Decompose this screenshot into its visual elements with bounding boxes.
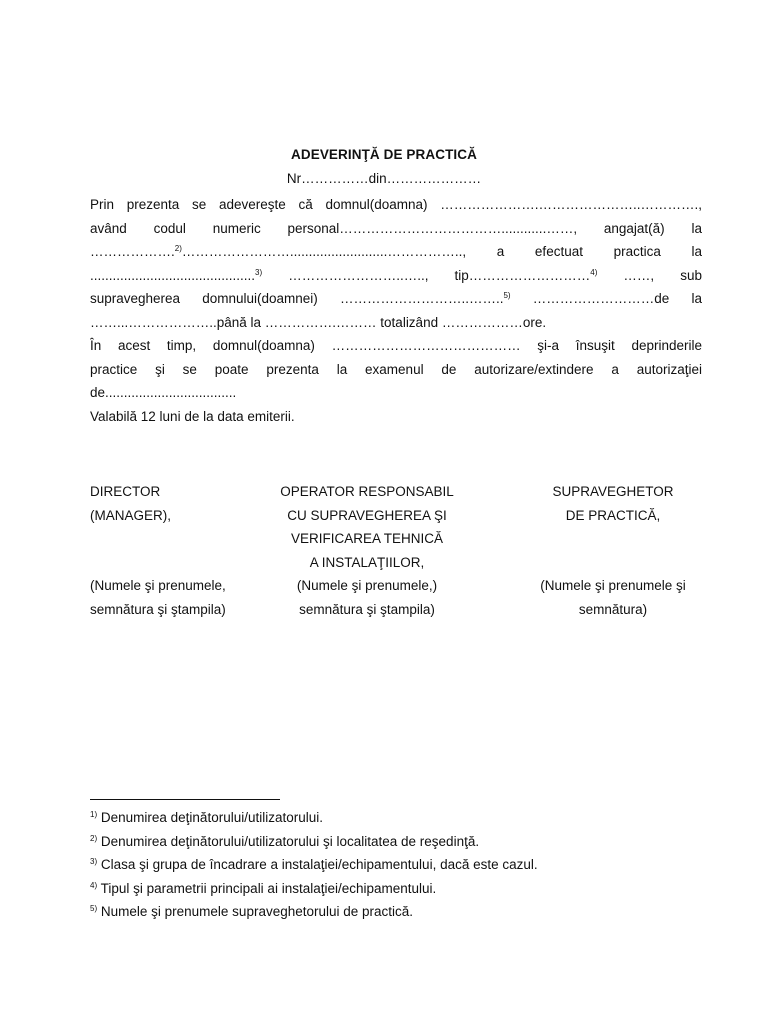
document-body [90,193,702,428]
signature-line: semnătura) [578,601,648,617]
signature-line: (Numele şi prenumele, [90,578,226,593]
signature-line: (MANAGER), [90,507,171,523]
signature-spacer [90,527,260,551]
footnote-separator [90,799,280,800]
signature-line: semnătura şi ştampila) [299,601,435,617]
footnote-2: $^{2)}$ Denumirea deţinătorului/utilizatorului şi localitatea de reşedinţă. [90,833,480,849]
signature-line: (Numele şi prenumele şi [540,578,686,593]
signature-line: SUPRAVEGHETOR [552,484,674,499]
footnote-ref-5: 5) [503,291,511,300]
body-line-5: supravegherea domnului(doamnei) ………………………..……..$^{5)}$ ………………………de la [90,291,702,306]
footnote-ref-2: 2) [174,244,182,253]
signature-line: DIRECTOR [90,484,161,499]
body-line-10: Valabilă 12 luni de la data emiterii. [90,408,295,424]
footnote-ref-4: 4) [590,267,598,277]
footnote-ref-3: 3) [255,267,263,277]
body-line-3: ……………….$^{2)}$……………………..........................…………….., a efectuat practica la [90,244,702,259]
signature-spacer [90,551,260,575]
footnote-4: $^{4)}$ Tipul şi parametrii principali ai instalaţiei/echipamentului. [90,880,437,896]
signature-spacer [518,551,708,575]
body-line-4: ............................................$^{3)}$ ……………………..….., tip………………………$^{4)}$ ……, sub [90,267,702,283]
document-number-line: Nr……………din………………… [286,171,482,186]
body-line-1: Prin prezenta se adevereşte că domnul(doamna) ………………….…………………..…………., [90,197,702,212]
signature-supervisor [518,480,708,621]
body-line-8: practice şi se poate prezenta la examenul de autorizare/extindere a autorizaţiei [90,361,702,377]
body-line-6: ……...………………..până la …………….……… totalizând ………………ore. [90,314,547,330]
signature-director [90,480,260,621]
signature-line: DE PRACTICĂ, [565,507,661,523]
signature-spacer [518,527,708,551]
signature-operator [262,480,472,621]
signature-line: (Numele şi prenumele,) [296,578,438,593]
footnote-3: $^{3)}$ Clasa şi grupa de încadrare a instalaţiei/echipamentului, dacă este cazul. [90,857,538,872]
signature-line: VERIFICAREA TEHNICĂ [290,531,444,546]
footnotes [90,806,710,924]
footnote-5: $^{5)}$ Numele şi prenumele supraveghetorului de practică. [90,904,414,919]
body-line-7: În acest timp, domnul(doamna) …………………………………… şi-a însuşit deprinderile [90,338,702,353]
body-line-9: de................................... [90,385,237,400]
signature-line: A INSTALAŢIILOR, [309,554,425,570]
body-line-2: având codul numeric personal………………………………............……, angajat(ă) la [90,220,702,236]
document-title: ADEVERINŢĂ DE PRACTICĂ [291,147,477,162]
signature-line: OPERATOR RESPONSABIL [280,484,454,499]
signature-line: CU SUPRAVEGHEREA ŞI [287,507,447,523]
footnote-1: $^{1)}$ Denumirea deţinătorului/utilizatorului. [90,810,323,825]
signature-line: semnătura şi ştampila) [90,601,226,617]
